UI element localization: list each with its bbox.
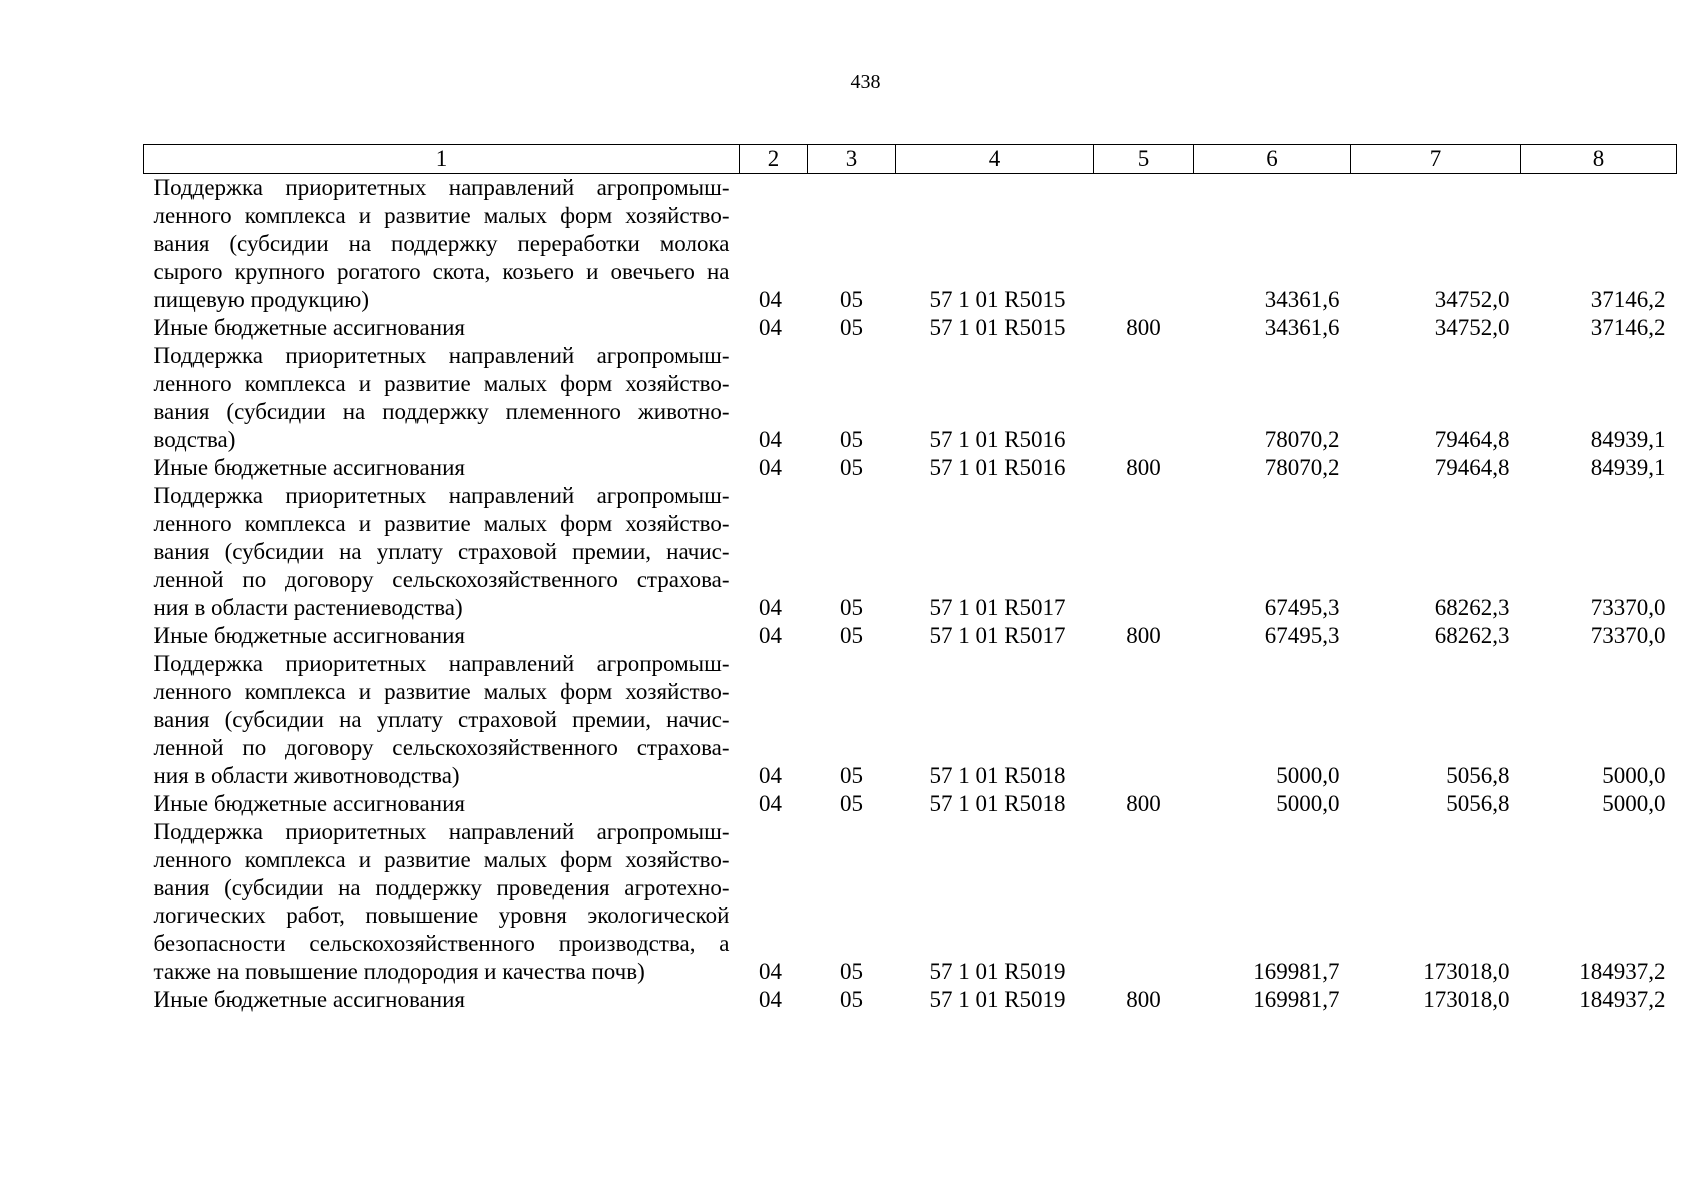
expense-type-code [1094, 818, 1194, 986]
row-name-line: Иные бюджетные ассигнования [153, 623, 465, 648]
target-article-code: 57 1 01 R5015 [929, 287, 1066, 312]
amount-col-7: 5056,8 [1446, 791, 1510, 816]
expense-type-code: 800 [1126, 455, 1161, 480]
row-name-line: Поддержка приоритетных направлений агропромыш- [153, 819, 730, 844]
section-code: 04 [759, 287, 782, 312]
row-name-line: водства) [153, 427, 236, 452]
amount-col-7: 68262,3 [1434, 623, 1510, 648]
section-code: 04 [759, 595, 782, 620]
header-col-1: 1 [144, 145, 740, 174]
subsection-code: 05 [840, 623, 863, 648]
target-article-code: 57 1 01 R5016 [929, 455, 1066, 480]
section-code: 04 [759, 791, 782, 816]
section-code: 04 [759, 455, 782, 480]
subsection-code: 05 [840, 427, 863, 452]
subsection-code: 05 [840, 959, 863, 984]
header-col-3: 3 [808, 145, 896, 174]
section-code: 04 [759, 315, 782, 340]
amount-col-7: 68262,3 [1434, 595, 1510, 620]
target-article-code: 57 1 01 R5017 [929, 623, 1066, 648]
table-row [144, 174, 1677, 315]
budget-table [143, 144, 1677, 1014]
row-name-line: ленного комплекса и развитие малых форм хозяйство- [153, 511, 730, 536]
row-name-line: ния в области животноводства) [153, 763, 460, 788]
amount-col-8: 184937,2 [1579, 959, 1666, 984]
amount-col-8: 37146,2 [1590, 287, 1666, 312]
subsection-code: 05 [840, 455, 863, 480]
expense-type-code [1094, 174, 1194, 315]
expense-type-code [1094, 650, 1194, 790]
expense-type-code: 800 [1126, 987, 1161, 1012]
target-article-code: 57 1 01 R5019 [929, 959, 1066, 984]
row-name-line: ленного комплекса и развитие малых форм хозяйство- [153, 203, 730, 228]
amount-col-8: 37146,2 [1590, 315, 1666, 340]
row-name-line: Иные бюджетные ассигнования [153, 315, 465, 340]
row-name [144, 482, 740, 622]
amount-col-8: 84939,1 [1590, 427, 1666, 452]
amount-col-7: 5056,8 [1446, 763, 1510, 788]
row-name-line: ленного комплекса и развитие малых форм хозяйство- [153, 371, 730, 396]
table-row [144, 482, 1677, 622]
section-code: 04 [759, 987, 782, 1012]
subsection-code: 05 [840, 595, 863, 620]
row-name-line: Иные бюджетные ассигнования [153, 987, 465, 1012]
amount-col-6: 78070,2 [1264, 427, 1340, 452]
amount-col-7: 34752,0 [1434, 315, 1510, 340]
table-row [144, 314, 1677, 342]
amount-col-7: 34752,0 [1434, 287, 1510, 312]
table-header [144, 145, 1677, 174]
row-name [144, 314, 740, 342]
row-name [144, 622, 740, 650]
row-name-line: вания (субсидии на уплату страховой премии, начис- [153, 539, 730, 564]
expense-type-code: 800 [1126, 791, 1161, 816]
row-name-line: Иные бюджетные ассигнования [153, 455, 465, 480]
row-name-line: сырого крупного рогатого скота, козьего и овечьего на [153, 259, 730, 284]
amount-col-8: 5000,0 [1602, 791, 1666, 816]
expense-type-code: 800 [1126, 623, 1161, 648]
expense-type-code [1094, 342, 1194, 454]
subsection-code: 05 [840, 987, 863, 1012]
row-name-line: вания (субсидии на уплату страховой премии, начис- [153, 707, 730, 732]
expense-type-code [1094, 482, 1194, 622]
table-row [144, 342, 1677, 454]
table-row [144, 454, 1677, 482]
row-name [144, 454, 740, 482]
row-name-line: безопасности сельскохозяйственного производства, а [153, 931, 730, 956]
amount-col-6: 169981,7 [1253, 987, 1340, 1012]
row-name-line: вания (субсидии на поддержку переработки молока [153, 231, 730, 256]
header-col-2: 2 [740, 145, 808, 174]
subsection-code: 05 [840, 791, 863, 816]
row-name-line: Поддержка приоритетных направлений агропромыш- [153, 483, 730, 508]
row-name-line: пищевую продукцию) [153, 287, 370, 312]
amount-col-6: 67495,3 [1264, 595, 1340, 620]
header-col-8: 8 [1521, 145, 1677, 174]
target-article-code: 57 1 01 R5019 [929, 987, 1066, 1012]
row-name-line: ленной по договору сельскохозяйственного страхова- [153, 567, 730, 592]
target-article-code: 57 1 01 R5018 [929, 791, 1066, 816]
amount-col-6: 5000,0 [1276, 763, 1340, 788]
row-name-line: вания (субсидии на поддержку проведения агротехно- [153, 875, 730, 900]
table-row [144, 650, 1677, 790]
amount-col-7: 79464,8 [1434, 427, 1510, 452]
row-name [144, 790, 740, 818]
amount-col-6: 169981,7 [1253, 959, 1340, 984]
target-article-code: 57 1 01 R5018 [929, 763, 1066, 788]
amount-col-7: 79464,8 [1434, 455, 1510, 480]
subsection-code: 05 [840, 315, 863, 340]
row-name [144, 818, 740, 986]
row-name-line: ленного комплекса и развитие малых форм хозяйство- [153, 679, 730, 704]
row-name-line: Иные бюджетные ассигнования [153, 791, 465, 816]
target-article-code: 57 1 01 R5015 [929, 315, 1066, 340]
row-name-line: ленной по договору сельскохозяйственного страхова- [153, 735, 730, 760]
section-code: 04 [759, 763, 782, 788]
row-name [144, 342, 740, 454]
row-name [144, 986, 740, 1014]
table-row [144, 818, 1677, 986]
amount-col-6: 78070,2 [1264, 455, 1340, 480]
row-name [144, 650, 740, 790]
page-number: 438 [850, 71, 881, 93]
amount-col-8: 73370,0 [1590, 623, 1666, 648]
table-row [144, 986, 1677, 1014]
amount-col-6: 34361,6 [1264, 287, 1340, 312]
row-name-line: ленного комплекса и развитие малых форм хозяйство- [153, 847, 730, 872]
row-name-line: вания (субсидии на поддержку племенного животно- [153, 399, 730, 424]
section-code: 04 [759, 959, 782, 984]
row-name-line: логических работ, повышение уровня экологической [153, 903, 730, 928]
section-code: 04 [759, 623, 782, 648]
subsection-code: 05 [840, 763, 863, 788]
amount-col-7: 173018,0 [1423, 987, 1510, 1012]
header-col-4: 4 [896, 145, 1094, 174]
amount-col-8: 73370,0 [1590, 595, 1666, 620]
table-row [144, 622, 1677, 650]
row-name-line: Поддержка приоритетных направлений агропромыш- [153, 651, 730, 676]
amount-col-8: 84939,1 [1590, 455, 1666, 480]
row-name [144, 174, 740, 315]
table-body [144, 174, 1677, 1015]
amount-col-6: 5000,0 [1276, 791, 1340, 816]
amount-col-7: 173018,0 [1423, 959, 1510, 984]
amount-col-8: 5000,0 [1602, 763, 1666, 788]
row-name-line: Поддержка приоритетных направлений агропромыш- [153, 343, 730, 368]
row-name-line: ния в области растениеводства) [153, 595, 463, 620]
header-col-6: 6 [1194, 145, 1351, 174]
subsection-code: 05 [840, 287, 863, 312]
row-name-line: Поддержка приоритетных направлений агропромыш- [153, 175, 730, 200]
target-article-code: 57 1 01 R5016 [929, 427, 1066, 452]
header-col-5: 5 [1094, 145, 1194, 174]
target-article-code: 57 1 01 R5017 [929, 595, 1066, 620]
row-name-line: также на повышение плодородия и качества почв) [153, 959, 645, 984]
header-col-7: 7 [1351, 145, 1521, 174]
amount-col-6: 34361,6 [1264, 315, 1340, 340]
section-code: 04 [759, 427, 782, 452]
expense-type-code: 800 [1126, 315, 1161, 340]
table-row [144, 790, 1677, 818]
amount-col-6: 67495,3 [1264, 623, 1340, 648]
header-row [144, 145, 1677, 174]
amount-col-8: 184937,2 [1579, 987, 1666, 1012]
